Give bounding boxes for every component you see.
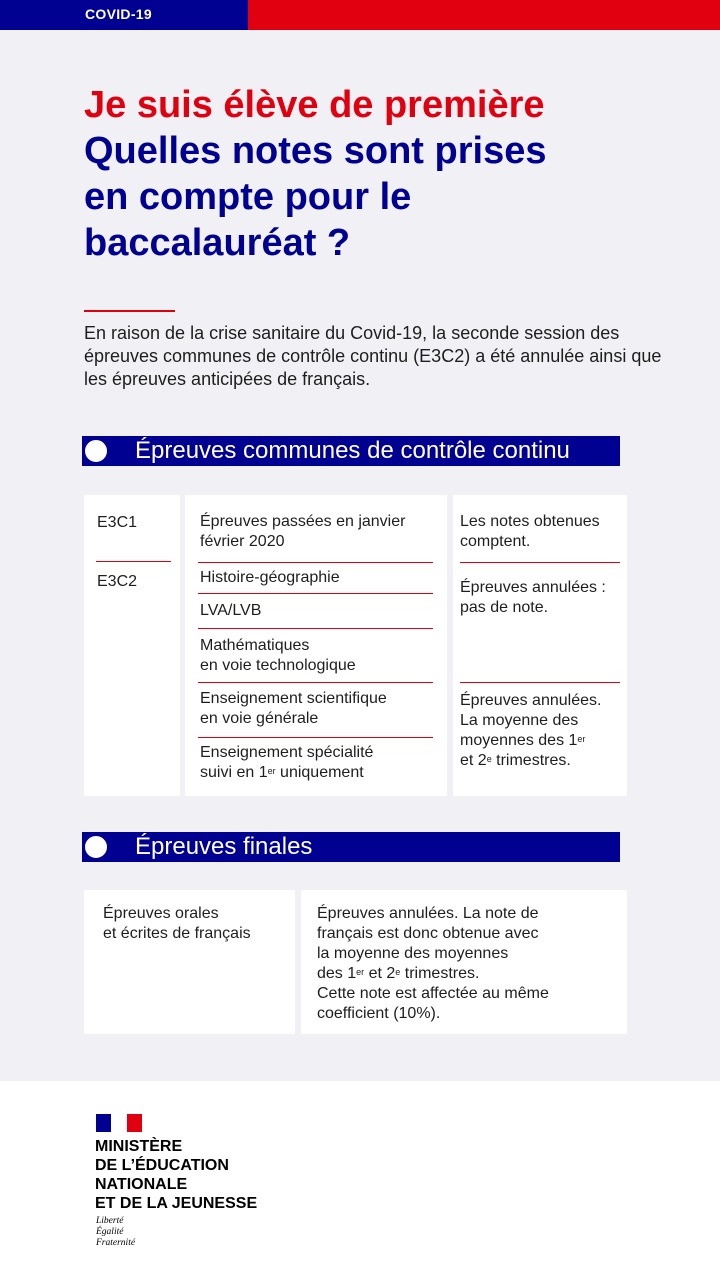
label-orales-ecrites: Épreuves orales et écrites de français: [103, 905, 251, 942]
title-line-blue-1: Quelles notes sont prises: [84, 130, 547, 172]
divider: [460, 682, 620, 683]
section-heading: Épreuves communes de contrôle continu: [135, 437, 570, 464]
divider: [198, 737, 433, 738]
title-line-blue-2: en compte pour le: [84, 176, 412, 218]
top-banner: [0, 0, 720, 30]
intro-paragraph: En raison de la crise sanitaire du Covid-19, la seconde session des épreuves communes de contrôle continu (E3C2) a été annulée ainsi que les épreuves anticipées de français.: [84, 323, 662, 389]
divider: [460, 562, 620, 563]
banner-label: COVID-19: [85, 6, 152, 22]
card-epreuves-francais: [84, 890, 295, 1034]
card-note-francais: [301, 890, 627, 1034]
result-moyenne-trimestres: Épreuves annulées. La moyenne des moyennes des 1er et 2e trimestres.: [460, 692, 602, 769]
banner-red-band: [248, 0, 720, 30]
flag-red-stripe: [127, 1114, 142, 1132]
title-line-red: Je suis élève de première: [84, 84, 545, 126]
label-e3c2: E3C2: [97, 573, 138, 590]
item-enseignement-specialite: Enseignement spécialité suivi en 1er uniquement: [200, 744, 374, 781]
divider: [198, 593, 433, 594]
result-note-francais: Épreuves annulées. La note de français est donc obtenue avec la moyenne des moyennes des 1er et 2e trimestres. Cette note est affectée au même coefficient (10%).: [317, 905, 549, 1022]
section-header-epreuves-finales: [82, 832, 620, 862]
page-title: [84, 82, 684, 266]
item-enseignement-scientifique: Enseignement scientifique en voie générale: [200, 690, 387, 727]
card-sessions: [84, 495, 180, 796]
card-resultats: [453, 495, 627, 796]
label-e3c1: E3C1: [97, 514, 138, 531]
republic-motto: Liberté Égalité Fraternité: [96, 1216, 136, 1248]
section-header-controle-continu: [82, 436, 620, 466]
republique-flag-logo: [96, 1114, 142, 1132]
item-mathematiques: Mathématiques en voie technologique: [200, 637, 356, 674]
result-notes-comptent: Les notes obtenues comptent.: [460, 513, 600, 550]
bullet-circle-icon: [82, 833, 110, 861]
divider: [198, 628, 433, 629]
result-pas-de-note: Épreuves annulées : pas de note.: [460, 579, 606, 616]
divider: [96, 561, 171, 562]
ministry-name: MINISTÈRE DE L’ÉDUCATION NATIONALE ET DE LA JEUNESSE: [95, 1138, 258, 1212]
card-epreuves: [185, 495, 447, 796]
divider: [198, 682, 433, 683]
flag-white-stripe: [111, 1114, 127, 1132]
item-lva-lvb: LVA/LVB: [200, 602, 262, 619]
bullet-circle-icon: [82, 437, 110, 465]
item-histoire-geo: Histoire-géographie: [200, 569, 340, 586]
title-divider: [84, 310, 175, 312]
title-line-blue-3: baccalauréat ?: [84, 222, 351, 264]
item-janvier-fevrier: Épreuves passées en janvier février 2020: [200, 513, 406, 550]
divider: [198, 562, 433, 563]
section-heading: Épreuves finales: [135, 833, 313, 860]
